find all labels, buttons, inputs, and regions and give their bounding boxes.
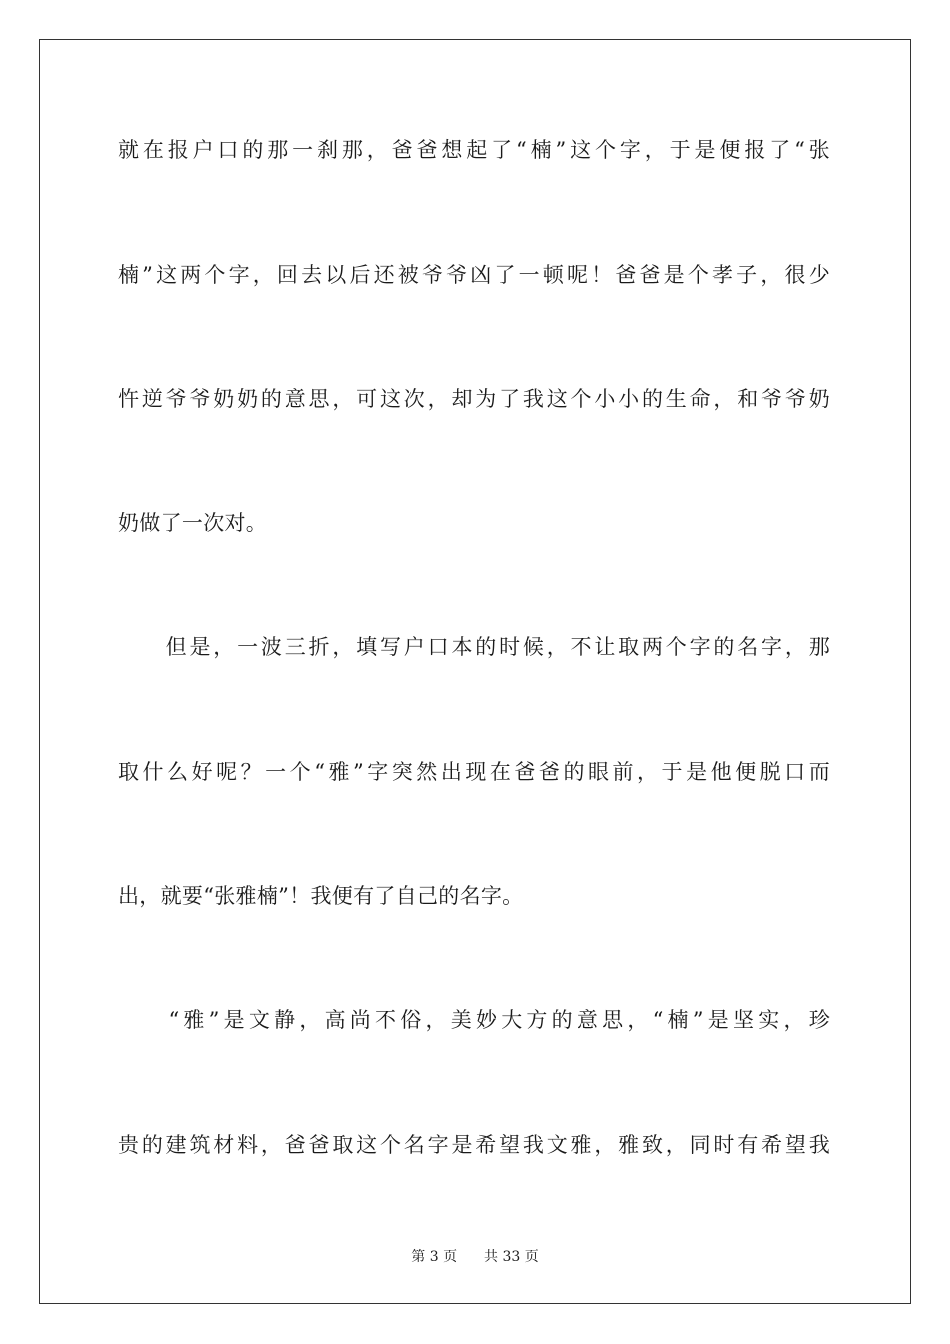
text-line-8: “雅”是文静，高尚不俗，美妙大方的意思，“楠”是坚实，珍 (118, 1008, 830, 1032)
text-line-1: 就在报户口的那一刹那，爸爸想起了“楠”这个字，于是便报了“张 (118, 138, 830, 162)
total-pages: 共 33 页 (484, 1249, 539, 1265)
text-line-5: 但是，一波三折，填写户口本的时候，不让取两个字的名字，那 (118, 635, 830, 659)
text-line-4: 奶做了一次对。 (118, 511, 268, 535)
page-number: 第 3 页 (411, 1249, 458, 1265)
text-line-2: 楠”这两个字，回去以后还被爷爷凶了一顿呢！爸爸是个孝子，很少 (118, 263, 830, 287)
text-line-7: 出，就要“张雅楠”！我便有了自己的名字。 (118, 884, 524, 908)
page-border (39, 39, 911, 1304)
text-line-9: 贵的建筑材料，爸爸取这个名字是希望我文雅，雅致，同时有希望我 (118, 1133, 830, 1157)
page-footer (0, 1247, 950, 1267)
text-line-6: 取什么好呢？一个“雅”字突然出现在爸爸的眼前，于是他便脱口而 (118, 760, 830, 784)
text-line-3: 忤逆爷爷奶奶的意思，可这次，却为了我这个小小的生命，和爷爷奶 (118, 387, 830, 411)
